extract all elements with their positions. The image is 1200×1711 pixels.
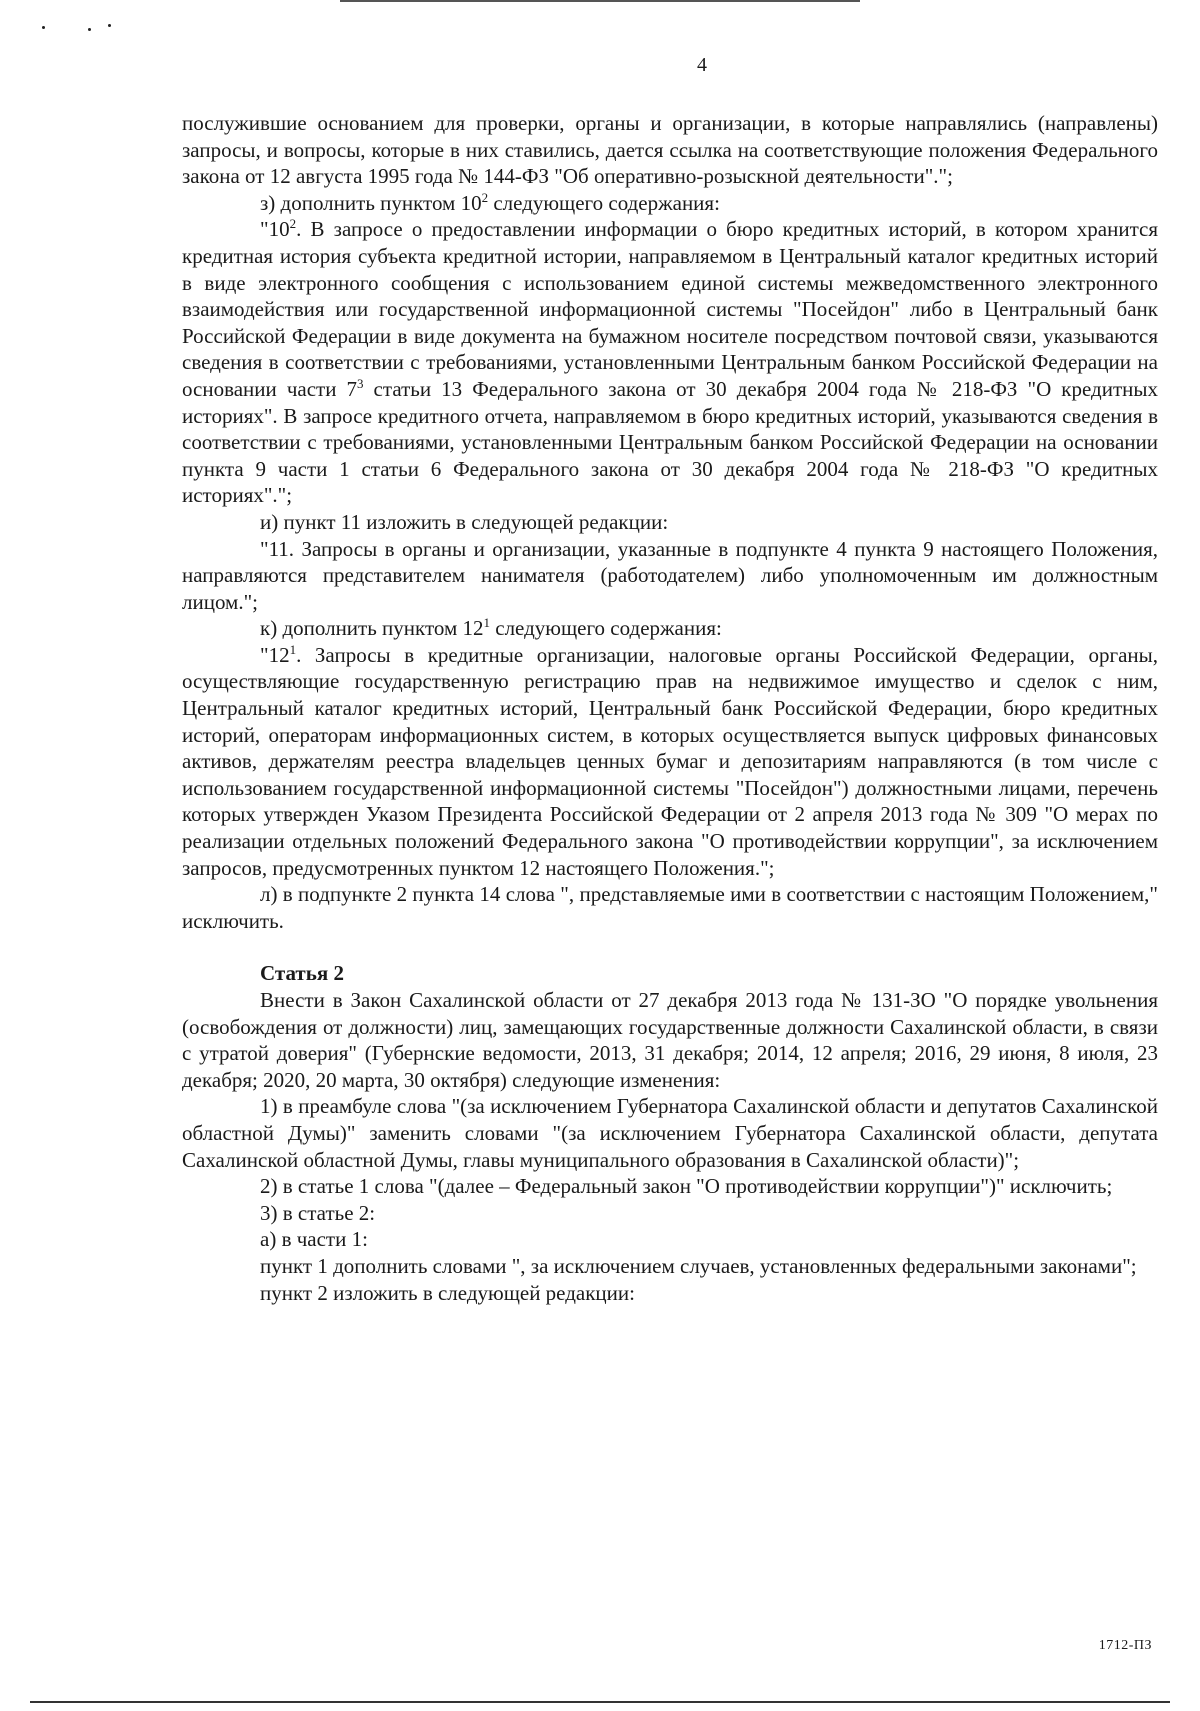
article-heading [182,960,1158,987]
page-number: 4 [697,54,707,76]
paragraph [182,216,1158,509]
scan-speck [108,24,111,27]
superscript: 1 [483,615,490,631]
paragraph [182,110,1158,190]
paragraph-text: 3) в статье 2: [260,1200,376,1225]
paragraph [182,987,1158,1093]
paragraph [182,190,1158,217]
paragraph [182,1200,1158,1227]
paragraph-text: 2) в статье 1 слова "(далее – Федеральный закон "О противодействии коррупции")" исключить; [260,1174,1113,1199]
paragraph [182,1093,1158,1173]
superscript: 2 [289,216,297,232]
scan-speck [42,26,45,29]
paragraph [182,1173,1158,1200]
paragraph-text: Внести в Закон Сахалинской области от 27 декабря 2013 года № 131-ЗО "О порядке увольнения (освобождения от должности) лиц, замещающих государственные должности Сахалинской области, в связи с утратой доверия" (Губернские ведомости, 2013, 31 декабря; 2014, 12 апреля; 2016, 29 июня, 8 июля, 23 декабря; 2020, 20 марта, 30 октября) следующие изменения: [182,988,1158,1092]
paragraph-text: пункт 1 дополнить словами ", за исключением случаев, установленных федеральными законами"; [260,1253,1137,1278]
paragraph-text: "12 [260,642,290,667]
paragraph [182,642,1158,881]
paragraph-text: следующего содержания: [488,190,720,215]
superscript: 1 [289,641,297,657]
paragraph [182,1253,1158,1280]
paragraph-text: . Запросы в кредитные организации, налоговые органы Российской Федерации, органы, осуществляющие государственную регистрацию прав на недвижимое имущество и сделок с ним, Центральный каталог кредитных историй, Центральный банк Российской Федерации, бюро кредитных историй, операторам информационных систем, в которых осуществляется выпуск цифровых финансовых активов, держателям реестра владельцев ценных бумаг и депозитариям направляются (в том числе с использованием государственной информационной системы "Посейдон") должностными лицами, перечень которых утвержден Указом Президента Российской Федерации от 2 апреля 2013 года № 309 "О мерах по реализации отдельных положений Федерального закона "О противодействии коррупции", за исключением запросов, предусмотренных пунктом 12 настоящего Положения."; [182,642,1158,880]
top-scan-edge [340,0,860,2]
superscript: 3 [357,375,364,391]
document-body [182,110,1158,1306]
paragraph [182,1280,1158,1307]
paragraph-text: 1) в преамбуле слова "(за исключением Губернатора Сахалинской области и депутатов Сахалинской областной Думы)" заменить словами "(за исключением Губернатора Сахалинской области, депутата Сахалинской областной Думы, главы муниципального образования в Сахалинской области)"; [182,1094,1158,1172]
paragraph [182,509,1158,536]
bottom-scan-edge [30,1701,1170,1703]
paragraph-text: . В запросе о предоставлении информации о бюро кредитных историй, в котором хранится кредитная история субъекта кредитной истории, направляемом в Центральный каталог кредитных историй в виде электронного сообщения с использованием единой системы межведомственного электронного взаимодействия или государственной информационной системы "Посейдон" либо в Центральный банк Российской Федерации в виде документа на бумажном носителе посредством почтовой связи, указываются сведения в соответствии с требованиями, установленными Центральным банком Российской Федерации на основании части 7 [182,217,1158,401]
paragraph-text: следующего содержания: [490,616,722,641]
paragraph-text: з) дополнить пунктом 10 [260,190,482,215]
paragraph [182,881,1158,934]
scan-speck [88,28,91,31]
paragraph [182,615,1158,642]
paragraph-text: пункт 2 изложить в следующей редакции: [260,1280,635,1305]
paragraph [182,1226,1158,1253]
paragraph-text: л) в подпункте 2 пункта 14 слова ", представляемые ими в соответствии с настоящим Положением," исключить. [182,882,1158,933]
paragraph-text: и) пункт 11 изложить в следующей редакции: [260,509,669,534]
paragraph [182,536,1158,616]
paragraph-text: "10 [260,217,290,242]
paragraph-text: Статья 2 [260,961,344,986]
paragraph-text: "11. Запросы в органы и организации, указанные в подпункте 4 пункта 9 настоящего Положения, направляются представителем нанимателя (работодателем) либо уполномоченным им должностным лицом."; [182,536,1158,614]
paragraph-text: послужившие основанием для проверки, органы и организации, в которые направлялись (направлены) запросы, и вопросы, которые в них ставились, дается ссылка на соответствующие положения Федерального закона от 12 августа 1995 года № 144-ФЗ "Об оперативно-розыскной деятельности"."; [182,111,1158,189]
document-code: 1712-ПЗ [1098,1638,1152,1653]
superscript: 2 [481,189,489,205]
paragraph-text: к) дополнить пунктом 12 [260,616,484,641]
paragraph-text: а) в части 1: [260,1227,368,1252]
paragraph-text: статьи 13 Федерального закона от 30 декабря 2004 года № 218-ФЗ "О кредитных историях". В запросе кредитного отчета, направляемом в бюро кредитных историй, указываются сведения в соответствии с требованиями, установленными Центральным банком Российской Федерации на основании пункта 9 части 1 статьи 6 Федерального закона от 30 декабря 2004 года № 218-ФЗ "О кредитных историях"."; [182,376,1158,508]
